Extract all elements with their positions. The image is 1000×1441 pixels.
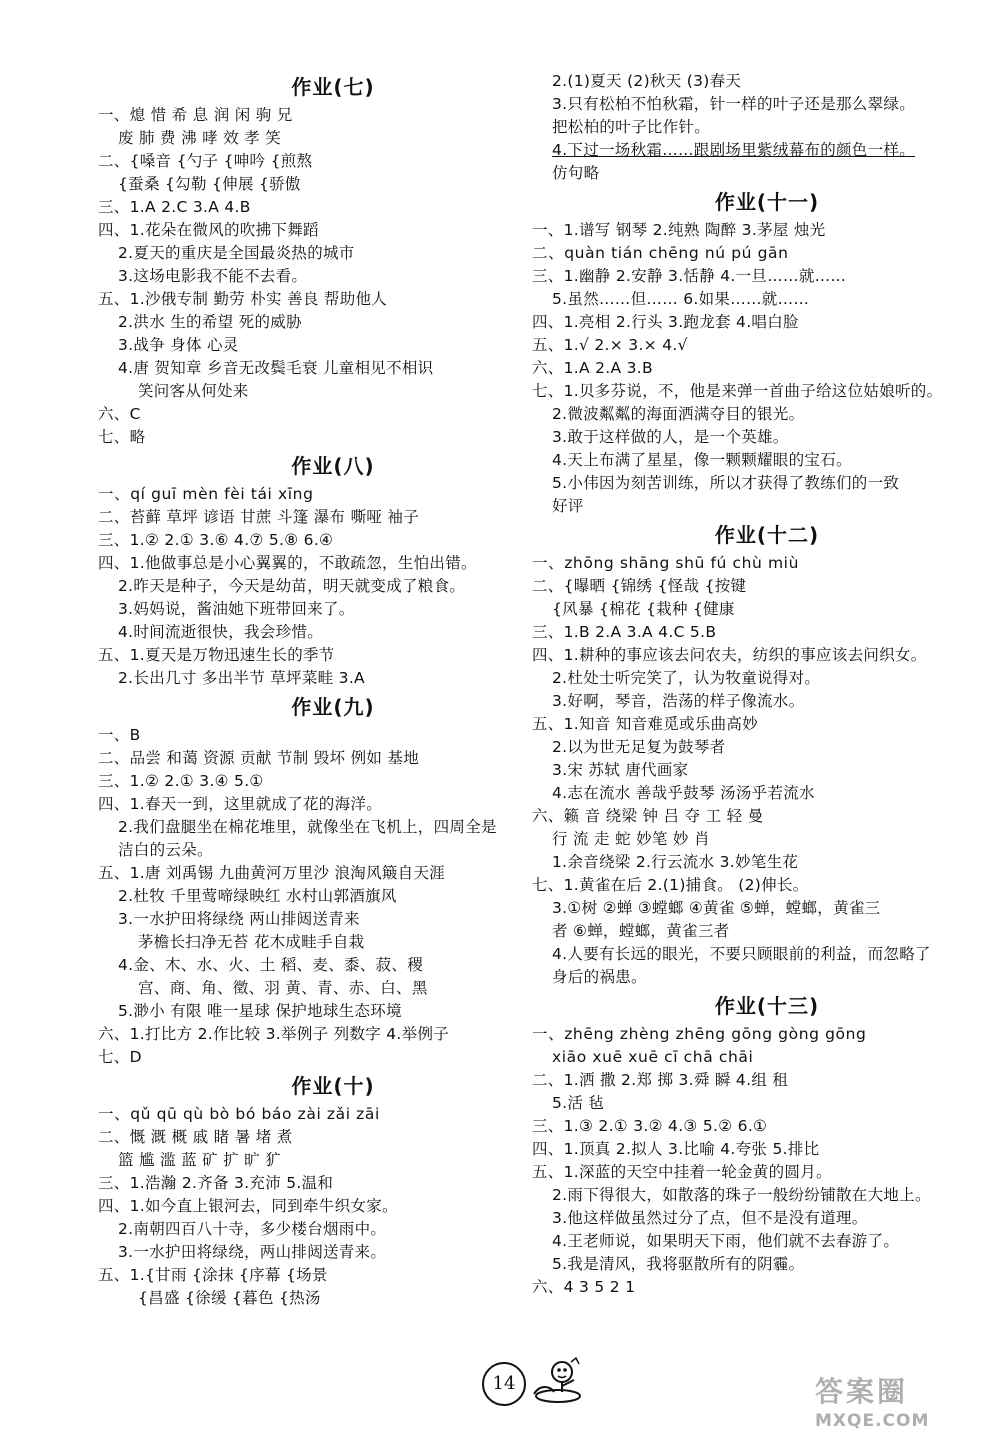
left-column — [98, 70, 568, 1310]
answer-line: 二、品尝 和蔼 资源 贡献 节制 毁坏 例如 基地 — [98, 749, 419, 767]
answer-line: 二、quàn tián chēng nú pú gān — [532, 244, 789, 262]
section-title: 作业(十) — [291, 1074, 375, 1098]
answer-line: 2.微波粼粼的海面洒满夺目的银光。 — [552, 405, 805, 423]
watermark-url: MXQE.COM — [815, 1411, 930, 1431]
answer-line: 六、C — [98, 405, 141, 423]
answer-line: 5.我是清风，我将驱散所有的阴霾。 — [552, 1255, 805, 1273]
answer-line: 2.昨天是种子，今天是幼苗，明天就变成了粮食。 — [118, 577, 466, 595]
answer-line: 三、1.③ 2.① 3.② 4.③ 5.② 6.① — [532, 1117, 768, 1135]
answer-line: 4.金、木、水、火、土 稻、麦、黍、菽、稷 — [118, 956, 424, 974]
section-title: 作业(十一) — [714, 190, 820, 214]
answer-line: 2.我们盘腿坐在棉花堆里，就像坐在飞机上，四周全是 — [118, 818, 497, 836]
answer-line: 篮 尴 滥 蓝 矿 扩 旷 犷 — [118, 1151, 281, 1169]
answer-line: 六、4 3 5 2 1 — [532, 1278, 636, 1296]
watermark-logo: 答案圈 — [815, 1375, 909, 1408]
answer-line: 一、熄 惜 希 息 润 闲 驹 兄 — [98, 106, 293, 124]
answer-line: 2.(1)夏天 (2)秋天 (3)春天 — [552, 72, 742, 90]
answer-line: 一、qǔ qū qù bò bó báo zài zǎi zāi — [98, 1105, 380, 1123]
section-title: 作业(十二) — [714, 523, 820, 547]
answer-line: 把松柏的叶子比作针。 — [552, 118, 711, 136]
answer-line: 五、1.深蓝的天空中挂着一轮金黄的圆月。 — [532, 1163, 832, 1181]
answer-line: 三、1.浩瀚 2.齐备 3.充沛 5.温和 — [98, 1174, 334, 1192]
answer-line: 3.敢于这样做的人，是一个英雄。 — [552, 428, 789, 446]
answer-line: 2.杜处士听完笑了，认为牧童说得对。 — [552, 669, 821, 687]
answer-line: 1.余音绕梁 2.行云流水 3.妙笔生花 — [552, 853, 799, 871]
answer-line: 5.虽然……但…… 6.如果……就…… — [552, 290, 810, 308]
answer-line: 4.王老师说，如果明天下雨，他们就不去春游了。 — [552, 1232, 900, 1250]
answer-line: 4.天上布满了星星，像一颗颗耀眼的宝石。 — [552, 451, 852, 469]
answer-line: 四、1.如今直上银河去，同到牵牛织女家。 — [98, 1197, 398, 1215]
answer-line: 一、1.谱写 钢琴 2.纯熟 陶醉 3.茅屋 烛光 — [532, 221, 826, 239]
answer-line: 四、1.花朵在微风的吹拂下舞蹈 — [98, 221, 319, 239]
page-number: 14 — [482, 1362, 526, 1406]
answer-line: 七、1.贝多芬说，不，他是来弹一首曲子给这位姑娘听的。 — [532, 382, 943, 400]
answer-line: {蚕桑 {勾勒 {伸展 {骄傲 — [118, 175, 301, 193]
answer-line: 废 肺 费 沸 哮 效 孝 笑 — [118, 129, 281, 147]
answer-line: 四、1.顶真 2.拟人 3.比喻 4.夸张 5.排比 — [532, 1140, 820, 1158]
answer-line: 4.人要有长远的眼光，不要只顾眼前的利益，而忽略了 — [552, 945, 931, 963]
answer-line: 四、1.他做事总是小心翼翼的，不敢疏忽，生怕出错。 — [98, 554, 477, 572]
answer-line: 五、1.唐 刘禹锡 九曲黄河万里沙 浪淘风簸自天涯 — [98, 864, 446, 882]
answer-line: 二、{嗓音 {勺子 {呻吟 {煎熬 — [98, 152, 313, 170]
answer-line: 一、zhēng zhèng zhēng gōng gòng gōng — [532, 1025, 867, 1043]
answer-line: 二、慨 溉 概 戚 睹 暑 堵 煮 — [98, 1128, 293, 1146]
section-title: 作业(八) — [291, 454, 375, 478]
answer-line: 好评 — [552, 497, 584, 515]
answer-line: 一、B — [98, 726, 141, 744]
answer-line: 三、1.② 2.① 3.④ 5.① — [98, 772, 264, 790]
answer-line: 七、1.黄雀在后 2.(1)捕食。 (2)伸长。 — [532, 876, 809, 894]
answer-line: 4.志在流水 善哉乎鼓琴 汤汤乎若流水 — [552, 784, 815, 802]
answer-line: 3.①树 ②蝉 ③螳螂 ④黄雀 ⑤蝉，螳螂，黄雀三 — [552, 899, 881, 917]
answer-line: 3.宋 苏轼 唐代画家 — [552, 761, 689, 779]
answer-line: {昌盛 {徐缓 {暮色 {热汤 — [138, 1289, 321, 1307]
answer-line: 5.小伟因为刻苦训练，所以才获得了教练们的一致 — [552, 474, 900, 492]
answer-line: 2.以为世无足复为鼓琴者 — [552, 738, 726, 756]
answer-line: 3.一水护田将绿绕 两山排闼送青来 — [118, 910, 360, 928]
answer-line: 2.杜牧 千里莺啼绿映红 水村山郭酒旗风 — [118, 887, 397, 905]
answer-line: 3.好啊，琴音，浩荡的样子像流水。 — [552, 692, 805, 710]
answer-line: 六、籁 音 绕梁 钟 吕 夺 工 轻 曼 — [532, 807, 764, 825]
answer-line: 洁白的云朵。 — [118, 841, 213, 859]
answer-line: 3.妈妈说，酱油她下班带回来了。 — [118, 600, 355, 618]
answer-line: xiāo xuē xuē cī chā chāi — [552, 1048, 754, 1066]
answer-line: 3.只有松柏不怕秋霜，针一样的叶子还是那么翠绿。 — [552, 95, 915, 113]
answer-line: 三、1.B 2.A 3.A 4.C 5.B — [532, 623, 717, 641]
answer-line: 者 ⑥蝉，螳螂，黄雀三者 — [552, 922, 730, 940]
answer-line: 宫、商、角、徵、羽 黄、青、赤、白、黑 — [138, 979, 428, 997]
answer-line: 六、1.打比方 2.作比较 3.举例子 列数字 4.举例子 — [98, 1025, 450, 1043]
answer-line: 五、1.夏天是万物迅速生长的季节 — [98, 646, 335, 664]
answer-line: 一、zhōng shāng shū fú chù miù — [532, 554, 800, 572]
answer-line: 七、D — [98, 1048, 142, 1066]
answer-line: 四、1.春天一到，这里就成了花的海洋。 — [98, 795, 382, 813]
watermark — [815, 1375, 985, 1437]
answer-line: 五、1.沙俄专制 勤劳 朴实 善良 帮助他人 — [98, 290, 388, 308]
right-column — [532, 70, 1000, 1299]
answer-line: 4.时间流逝很快，我会珍惜。 — [118, 623, 323, 641]
answer-line: 3.一水护田将绿绕，两山排闼送青来。 — [118, 1243, 387, 1261]
answer-line: 二、1.洒 撒 2.郑 掷 3.舜 瞬 4.组 租 — [532, 1071, 789, 1089]
section-title: 作业(七) — [291, 75, 375, 99]
answer-line: 三、1.② 2.① 3.⑥ 4.⑦ 5.⑧ 6.④ — [98, 531, 334, 549]
answer-line: 三、1.A 2.C 3.A 4.B — [98, 198, 251, 216]
answer-line: 七、略 — [98, 428, 146, 446]
section-title: 作业(十三) — [714, 994, 820, 1018]
answer-line: 2.南朝四百八十寺，多少楼台烟雨中。 — [118, 1220, 387, 1238]
answer-line: 2.雨下得很大，如散落的珠子一般纷纷铺散在大地上。 — [552, 1186, 931, 1204]
answer-line: 仿句略 — [552, 164, 600, 182]
answer-line: 四、1.亮相 2.行头 3.跑龙套 4.唱白脸 — [532, 313, 799, 331]
answer-line: 五、1.{甘雨 {涂抹 {序幕 {场景 — [98, 1266, 328, 1284]
answer-line: 二、苔藓 草坪 谚语 甘蔗 斗篷 瀑布 嘶哑 袖子 — [98, 508, 419, 526]
answer-line: 3.这场电影我不能不去看。 — [118, 267, 308, 285]
answer-line: 六、1.A 2.A 3.B — [532, 359, 653, 377]
answer-line: 2.长出几寸 多出半节 草坪菜畦 3.A — [118, 669, 365, 687]
answer-line: 行 流 走 蛇 妙笔 妙 肖 — [552, 830, 710, 848]
mascot-icon — [524, 1356, 586, 1406]
answer-line: 五、1.√ 2.× 3.× 4.√ — [532, 336, 688, 354]
answer-line: 四、1.耕种的事应该去问农夫，纺织的事应该去问织女。 — [532, 646, 927, 664]
answer-line: 笑问客从何处来 — [138, 382, 249, 400]
section-title: 作业(九) — [291, 695, 375, 719]
answer-line: 二、{曝晒 {锦绣 {怪哉 {按键 — [532, 577, 747, 595]
answer-line: 4.下过一场秋霜……跟剧场里紫绒幕布的颜色一样。 — [552, 141, 915, 159]
answer-line: 2.夏天的重庆是全国最炎热的城市 — [118, 244, 355, 262]
answer-line: 2.洪水 生的希望 死的威胁 — [118, 313, 302, 331]
answer-line: 3.他这样做虽然过分了点，但不是没有道理。 — [552, 1209, 868, 1227]
answer-line: {风暴 {棉花 {栽种 {健康 — [552, 600, 735, 618]
answer-line: 三、1.幽静 2.安静 3.恬静 4.一旦……就…… — [532, 267, 847, 285]
answer-line: 一、qí guī mèn fèi tái xīng — [98, 485, 314, 503]
answer-line: 五、1.知音 知音难觅或乐曲高妙 — [532, 715, 759, 733]
answer-line: 身后的祸患。 — [552, 968, 647, 986]
answer-line: 3.战争 身体 心灵 — [118, 336, 239, 354]
answer-line: 4.唐 贺知章 乡音无改鬓毛衰 儿童相见不相识 — [118, 359, 434, 377]
answer-line: 5.渺小 有限 唯一星球 保护地球生态环境 — [118, 1002, 402, 1020]
answer-line: 5.活 毡 — [552, 1094, 605, 1112]
answer-line: 茅檐长扫净无苔 花木成畦手自栽 — [138, 933, 365, 951]
page-footer — [482, 1356, 592, 1406]
